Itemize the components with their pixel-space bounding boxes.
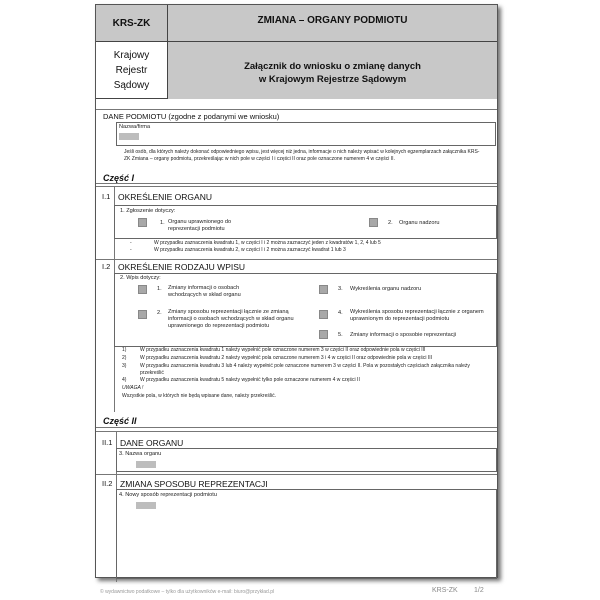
footer-text: © wydawnictwo podatkowe – tylko dla użytkowników e-mail: biuro@przykład.pl	[100, 589, 275, 595]
field-label: 4. Nowy sposób reprezentacji podmiotu	[119, 492, 217, 498]
part2-title: Część II	[103, 416, 137, 426]
divider	[96, 474, 497, 475]
checkbox-entry-5[interactable]	[319, 330, 328, 339]
option-number: 1.	[157, 286, 162, 292]
note-number: 1)	[122, 347, 127, 353]
court-name: Krajowy Rejestr Sądowy	[96, 42, 168, 99]
checkbox-entry-2[interactable]	[138, 310, 147, 319]
section-title: ZMIANA SPOSOBU REPREZENTACJI	[120, 479, 268, 489]
section-title: OKREŚLENIE RODZAJU WPISU	[118, 262, 246, 272]
entity-name-box	[116, 122, 496, 146]
checkbox-entry-3[interactable]	[319, 285, 328, 294]
option-number: 4.	[338, 310, 343, 316]
note-item: W przypadku zaznaczenia kwadratu 2 należy wypełnić pola oznaczone numerem 3 i 4 w części II oraz odpowiednie pola w części III	[140, 355, 433, 361]
option-number: 3.	[338, 286, 343, 292]
section-title: OKREŚLENIE ORGANU	[118, 192, 212, 202]
checkbox-organ-supervision[interactable]	[369, 218, 378, 227]
form-page	[95, 4, 498, 578]
footer-form-code: KRS-ZK	[432, 587, 458, 594]
checkbox-entry-4[interactable]	[319, 310, 328, 319]
section-number: II.1	[102, 438, 113, 447]
divider	[96, 427, 497, 428]
form-subtitle: Załącznik do wniosku o zmianę danych w Krajowym Rejestrze Sądowym	[168, 42, 497, 99]
divider	[96, 109, 497, 110]
option-label: Zmiany informacji o osobach wchodzących w skład organu	[168, 285, 241, 298]
option-number: 1.	[160, 220, 165, 226]
form-code: KRS-ZK	[96, 5, 168, 42]
question-label: 2. Wpis dotyczy:	[120, 275, 161, 281]
question-label: 1. Zgłoszenie dotyczy:	[120, 208, 176, 214]
checkbox-entry-1[interactable]	[138, 285, 147, 294]
part1-title: Część I	[103, 173, 135, 183]
form-title: ZMIANA – ORGANY PODMIOTU	[168, 5, 497, 42]
option-label: Zmiany informacji o sposobie reprezentacji	[350, 332, 457, 338]
entity-name-field[interactable]	[119, 133, 139, 140]
note-number: 3)	[122, 363, 127, 369]
divider	[96, 431, 497, 432]
organ-name-box	[116, 448, 497, 472]
divider	[96, 186, 497, 187]
divider	[96, 259, 497, 260]
option-label: Organu uprawnionego do reprezentacji podmiotu	[168, 219, 232, 232]
option-label: Wykreślenia sposobu reprezentacji łącznie z organem uprawnionym do reprezentacji podmiotu	[350, 309, 484, 322]
representation-field[interactable]	[136, 502, 156, 509]
section-number: II.2	[102, 479, 113, 488]
option-number: 5.	[338, 332, 343, 338]
note-item: W przypadku zaznaczenia kwadratu 1 należy wypełnić pole oznaczone numerem 3 w części II oraz odpowiednie pola w części III	[140, 347, 426, 353]
warning-title: UWAGA !	[122, 385, 144, 391]
note-item: -	[130, 247, 132, 253]
entity-note: Jeśli osób, dla których należy dokonać odpowiedniego wpisu, jest więcej niż jedna, informacje o nich należy wpisać w kolejnych egzemplarzach załącznika KRS-ZK Zmiana – organy podmiotu, przekreślając w nich pole w części I i części II oraz pole oznaczone numerem 4 w części II.	[124, 149, 480, 162]
option-label: Organu nadzoru	[399, 220, 440, 226]
note-number: 4)	[122, 377, 127, 383]
note-item: W przypadku zaznaczenia kwadratu 5 należy wypełnić tylko pole oznaczone numerem 4 w części II	[140, 377, 360, 383]
section-title: DANE ORGANU	[120, 438, 184, 448]
note-item: W przypadku zaznaczenia kwadratu 2, w części I i 2 można zaznaczyć kwadrat 1 lub 3	[154, 247, 346, 253]
warning-text: Wszystkie pola, w których nie będą wpisane dane, należy przekreślić.	[122, 393, 276, 399]
form-header	[96, 5, 497, 99]
note-item: W przypadku zaznaczenia kwadratu 3 lub 4 należy wypełnić pole oznaczone numerem 3 w części II. Pola w pozostałych częściach załącznika należy przekreślić	[140, 363, 470, 376]
field-label: 3. Nazwa organu	[119, 451, 162, 457]
note-number: 2)	[122, 355, 127, 361]
note-item: W przypadku zaznaczenia kwadratu 1, w części I i 2 można zaznaczyć jeden z kwadratów 1, 2, 4 lub 5	[154, 240, 381, 246]
option-label: Zmiany sposobu reprezentacji łącznie ze zmianą informacji o osobach wchodzących w skład organu uprawnionego do reprezentacji podmiotu	[168, 309, 294, 329]
entity-section-title: DANE PODMIOTU (zgodne z podanymi we wniosku)	[103, 112, 280, 121]
note-item: -	[130, 240, 132, 246]
option-number: 2.	[388, 220, 393, 226]
section-number: I.2	[102, 262, 111, 271]
organ-name-field[interactable]	[136, 461, 156, 468]
checkbox-organ-representation[interactable]	[138, 218, 147, 227]
option-label: Wykreślenia organu nadzoru	[350, 286, 422, 292]
footer-page-number: 1/2	[474, 587, 484, 594]
option-number: 2.	[157, 310, 162, 316]
entity-name-label: Nazwa/firma	[119, 124, 151, 130]
section-number: I.1	[102, 192, 111, 201]
divider	[96, 183, 497, 184]
representation-box	[116, 489, 497, 579]
